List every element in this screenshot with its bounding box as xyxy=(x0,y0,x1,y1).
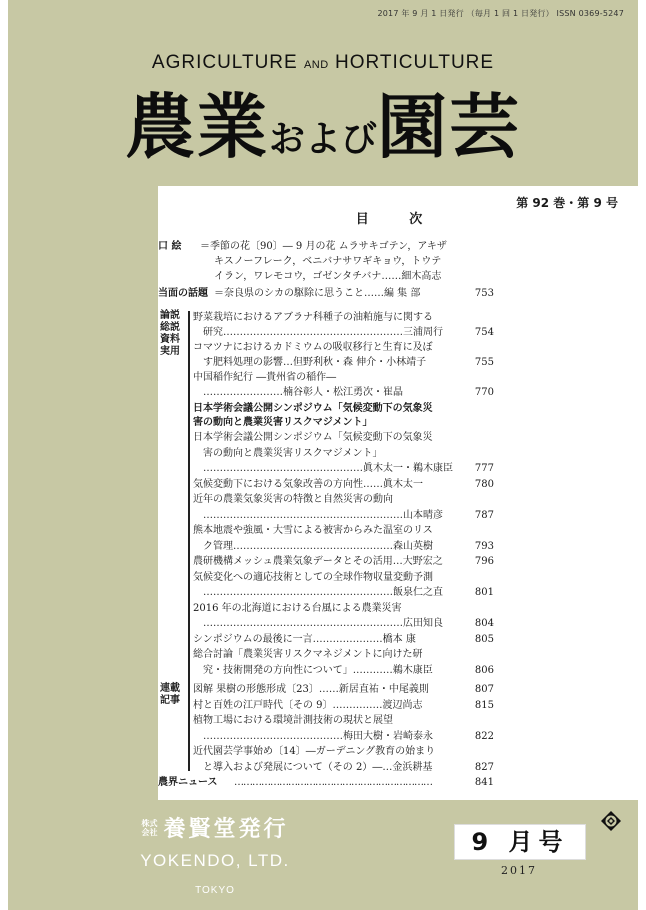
article-2-line: 総合討論「農業災害リスクマネジメントに向けた研 xyxy=(193,649,423,660)
article-1-page: 755 xyxy=(474,357,494,368)
article-1-page: 754 xyxy=(474,327,494,338)
kuchie-line-1: ＝季節の花〔90〕― 9 月の花 ムラサキゴテン，アキザ xyxy=(200,241,447,252)
article-2-page: 801 xyxy=(474,587,494,598)
article-1-line: 中国稲作紀行 ―貴州省の稲作― xyxy=(193,372,337,383)
category-sosetsu: 総説 xyxy=(160,322,180,333)
article-2-page: 804 xyxy=(474,618,494,629)
japanese-title xyxy=(8,72,638,201)
kuchie-line-3: イラン，ワレモコウ，ゴゼンタチバナ……細木高志 xyxy=(214,271,442,282)
magazine-cover xyxy=(8,0,638,910)
article-1-line: コマツナにおけるカドミウムの吸収移行と生育に及ぼ xyxy=(193,342,433,353)
article-2-line: …………………………………………眞木太一・鵜木康臣 xyxy=(193,463,453,474)
article-2-page: 806 xyxy=(474,664,494,676)
japanese-title-oyobi: および xyxy=(268,118,377,160)
article-2-page: 777 xyxy=(474,463,494,474)
article-1-page: 770 xyxy=(474,387,494,398)
japanese-title-nogyo: 農業 xyxy=(124,85,269,168)
wadai-page: 753 xyxy=(474,288,494,299)
article-2-line: 究・技術開発の方向性について」…………鵜木康臣 xyxy=(193,664,433,676)
article-1-line: 野菜栽培におけるアブラナ科種子の油粕施与に関する xyxy=(193,312,433,323)
kuchie-label: 口 絵 xyxy=(158,241,182,252)
article-3-line: 村と百姓の江戸時代〔その 9〕……………渡辺尚志 xyxy=(193,699,423,711)
article-2-line: ク管理…………………………………………森山英樹 xyxy=(193,540,433,552)
article-3-line: ……………………………………梅田大樹・岩崎泰永 xyxy=(193,730,433,742)
article-2-line: 近年の農業気象災害の特徴と自然災害の動向 xyxy=(193,494,393,505)
article-3-line: 植物工場における環境計測技術の現状と展望 xyxy=(193,715,393,726)
article-3-line: 図解 果樹の形態形成〔23〕……新居直祐・中尾義則 xyxy=(193,684,429,695)
publisher-city: TOKYO xyxy=(195,885,235,896)
issue-year: 2017 xyxy=(501,864,537,877)
english-title xyxy=(8,52,638,74)
corp-mark xyxy=(141,819,157,837)
publisher-name-jp: 養賢堂発行 xyxy=(163,817,289,842)
article-2-page: 793 xyxy=(474,540,494,552)
section-bar-2 xyxy=(188,680,190,770)
article-3-page: 815 xyxy=(474,699,494,711)
article-3-line: 近代園芸学事始め〔14〕―ガーデニング教育の始まり xyxy=(193,746,436,757)
publisher-band xyxy=(66,800,638,910)
volume-number: 第 92 巻・第 9 号 xyxy=(516,196,618,210)
category-labels-2 xyxy=(160,683,182,707)
news-label: 農界ニュース xyxy=(158,777,218,788)
english-title-and: AND xyxy=(303,59,329,71)
article-2-line: 害の動向と農業災害リスクマジメント」 xyxy=(193,447,383,459)
article-3-page: 822 xyxy=(474,730,494,742)
toc-title: 目 次 xyxy=(355,212,441,227)
article-3-page: 827 xyxy=(474,761,494,773)
symposium-heading-1: 日本学術会議公開シンポジウム「気候変動下の気象災 xyxy=(193,403,433,414)
category-jitsuyo: 実用 xyxy=(160,346,180,357)
issue-month: 9 月号 xyxy=(454,824,586,860)
category-kiji: 記事 xyxy=(160,695,180,706)
article-1-line: ……………………楠谷彰人・松江勇次・崔晶 xyxy=(193,387,403,398)
article-2-line: 気候変動下における気象改善の方向性……眞木太一 xyxy=(193,478,423,490)
japanese-title-engei: 園芸 xyxy=(377,85,521,168)
article-3-line: と導入および発展について（その 2）―…金浜耕基 xyxy=(193,761,433,773)
english-title-word-2: HORTICULTURE xyxy=(334,52,495,73)
article-2-page: 796 xyxy=(474,556,494,567)
article-2-line: ……………………………………………………広田知良 xyxy=(193,618,443,629)
article-2-line: 熊本地震や強風・大雪による被害からみた温室のリス xyxy=(193,525,433,536)
category-labels-1 xyxy=(160,310,182,358)
category-ronsetsu: 論説 xyxy=(160,310,180,321)
article-2-line: 日本学術会議公開シンポジウム「気候変動下の気象災 xyxy=(193,432,433,443)
news-dots: ………………………………………………………… xyxy=(234,777,432,788)
publisher-emblem-icon xyxy=(600,810,622,832)
article-3-page: 807 xyxy=(474,684,494,695)
article-2-line: …………………………………………………飯泉仁之直 xyxy=(193,587,443,598)
article-1-line: 研究………………………………………………三浦周行 xyxy=(193,327,443,338)
corp-mark-1: 株式 xyxy=(141,818,158,828)
article-2-page: 780 xyxy=(474,478,494,490)
article-2-line: 気候変化への適応技術としての全球作物収量変動予測 xyxy=(193,571,433,583)
news-page: 841 xyxy=(474,777,494,788)
english-title-word-1: AGRICULTURE xyxy=(151,52,298,73)
article-1-line: す肥料処理の影響…但野利秋・森 伸介・小林靖子 xyxy=(193,357,427,368)
corp-mark-2: 会社 xyxy=(141,827,158,837)
article-2-line: シンポジウムの最後に一言…………………橋本 康 xyxy=(193,633,416,645)
category-shiryo: 資料 xyxy=(160,334,180,345)
article-2-page: 787 xyxy=(474,509,494,521)
wadai-label: 当面の話題 xyxy=(158,288,208,299)
symposium-heading-2: 害の動向と農業災害リスクマジメント」 xyxy=(193,417,373,428)
article-2-page: 805 xyxy=(474,633,494,645)
publisher-name-en: YOKENDO, LTD. xyxy=(140,851,290,870)
article-2-line: ……………………………………………………山本晴彦 xyxy=(193,509,443,521)
category-rensai: 連載 xyxy=(160,683,180,694)
wadai-text: ＝奈良県のシカの駆除に思うこと……編 集 部 xyxy=(214,288,421,299)
kuchie-line-2: キスノーフレーク，ベニバナサワギキョウ，トウテ xyxy=(214,256,442,267)
publisher-name-jp-row xyxy=(90,812,340,843)
publication-info: 2017 年 9 月 1 日発行 （毎月 1 回 1 日発行） ISSN 0369-5247 xyxy=(377,9,624,18)
publisher-block xyxy=(90,812,340,896)
article-2-line: 2016 年の北海道における台風による農業災害 xyxy=(193,602,402,614)
article-2-line: 農研機構メッシュ農業気象データとその活用…大野宏之 xyxy=(193,556,443,567)
